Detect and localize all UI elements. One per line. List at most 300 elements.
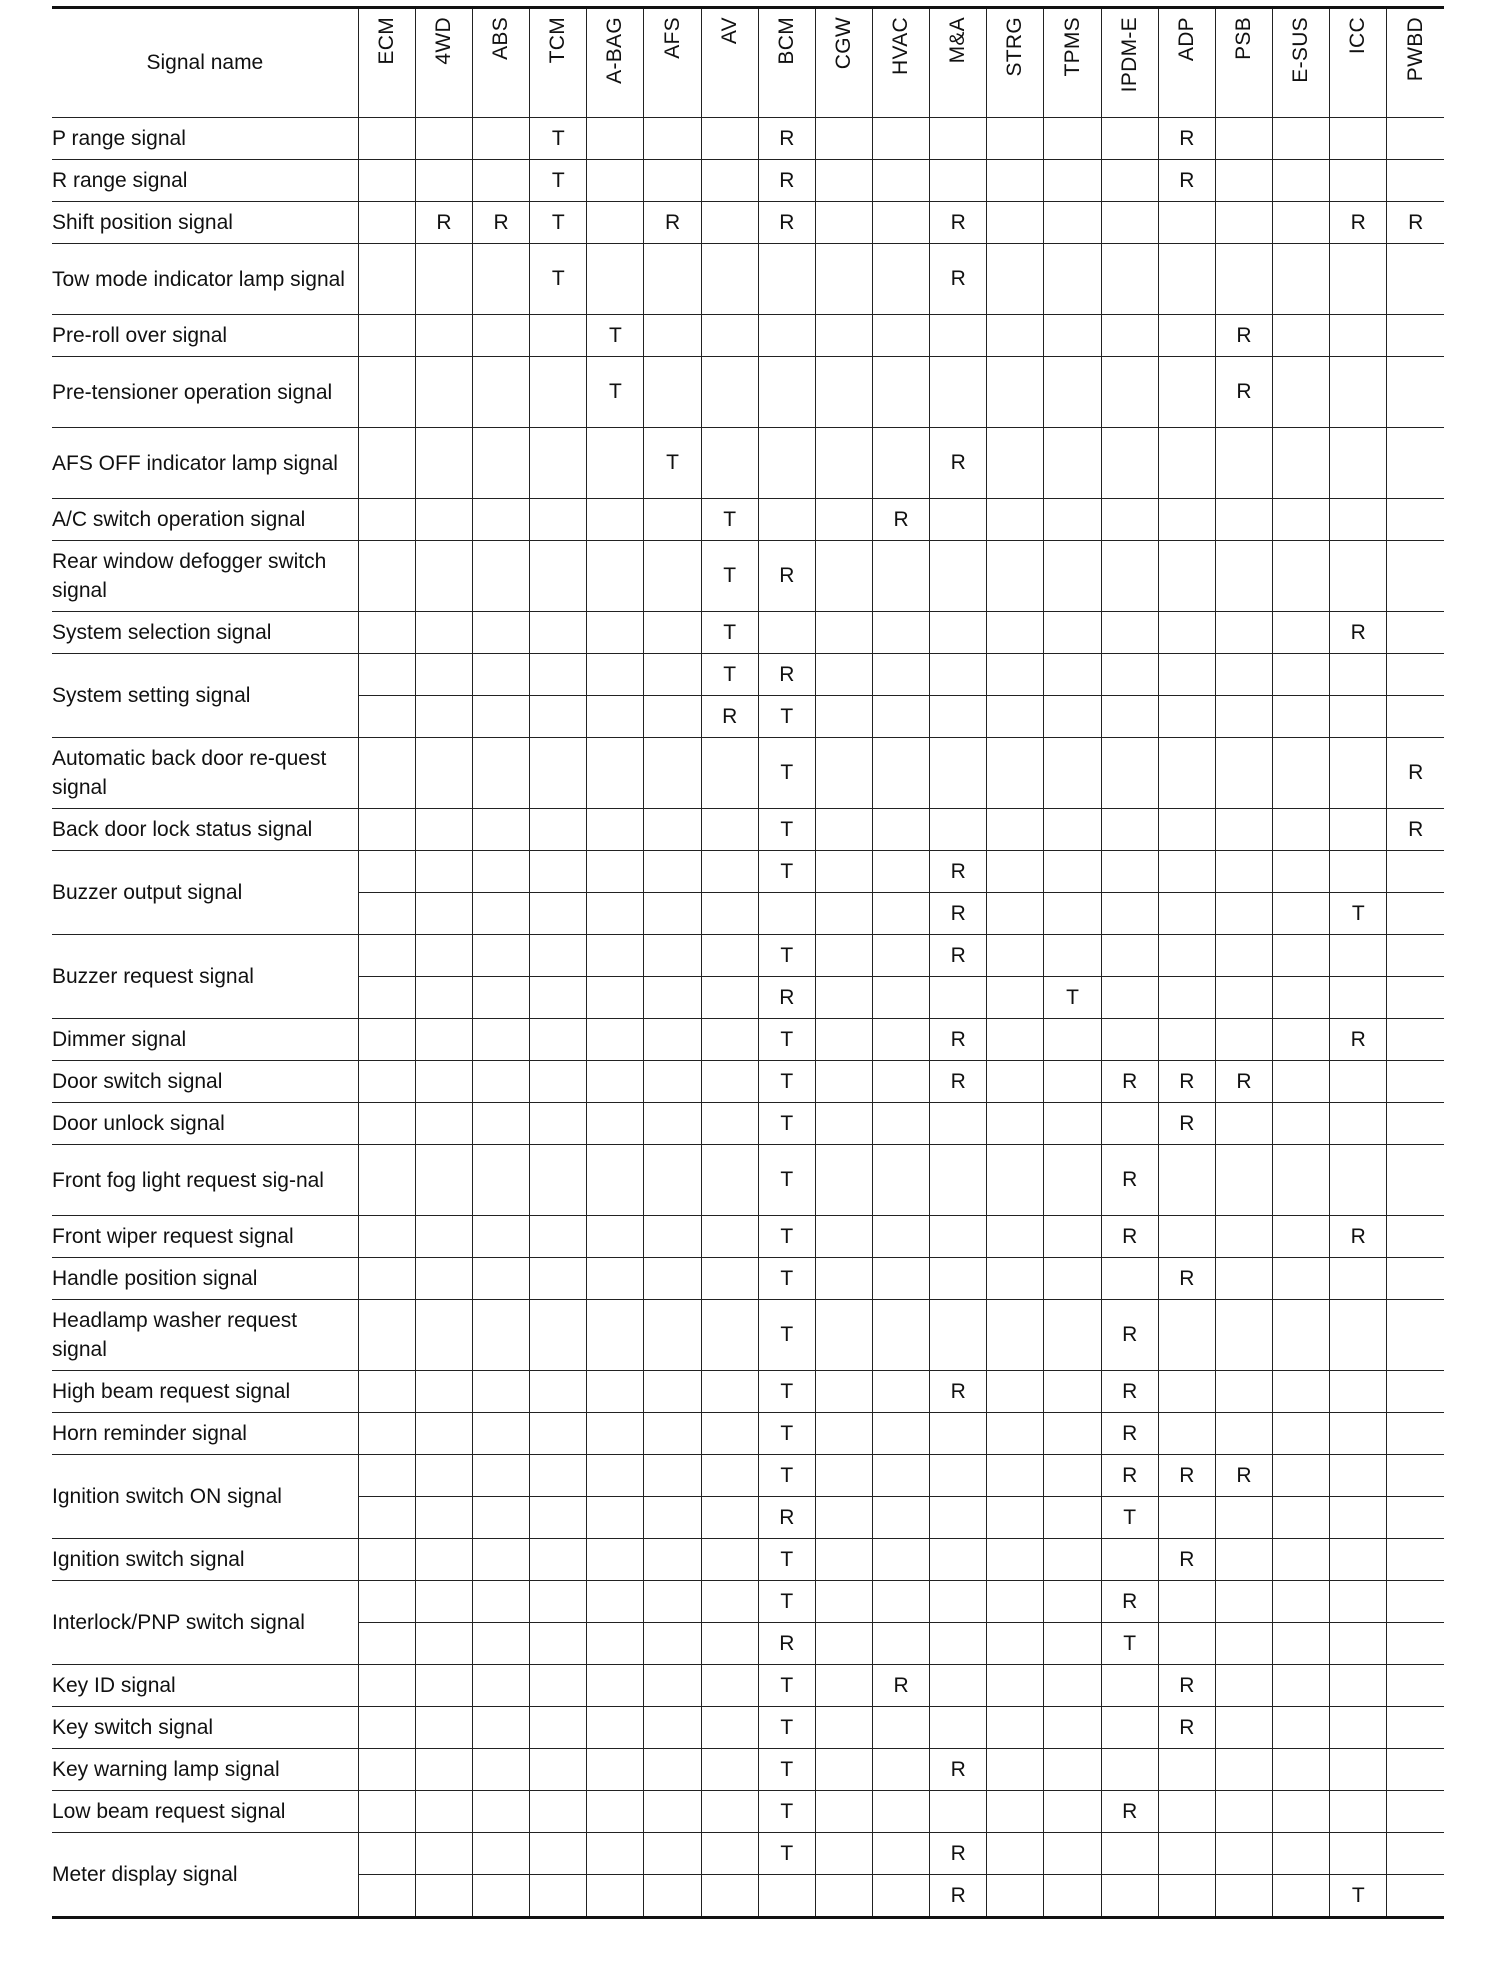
cell-ipdm-e: R: [1101, 1413, 1158, 1455]
cell-psb: [1215, 1145, 1272, 1216]
signal-name-cell: Buzzer output signal: [52, 851, 358, 935]
cell-strg: [987, 244, 1044, 315]
column-header-label: M&A: [946, 17, 970, 64]
cell-e-sus: [1273, 977, 1330, 1019]
cell-hvac: [873, 1623, 930, 1665]
cell-icc: [1330, 851, 1387, 893]
cell-pwbd: [1387, 1707, 1444, 1749]
cell-strg: [987, 1581, 1044, 1623]
cell-manda: [930, 1216, 987, 1258]
cell-strg: [987, 935, 1044, 977]
cell-adp: [1158, 1497, 1215, 1539]
cell-pwbd: [1387, 1258, 1444, 1300]
cell-hvac: [873, 1216, 930, 1258]
cell-a-bag: [587, 1875, 644, 1918]
table-row: [52, 1413, 1444, 1455]
cell-bcm: [758, 428, 815, 499]
cell-av: [701, 428, 758, 499]
cell-bcm: T: [758, 1300, 815, 1371]
cell-manda: [930, 160, 987, 202]
table-row: [52, 1371, 1444, 1413]
cell-psb: [1215, 1413, 1272, 1455]
cell-bcm: T: [758, 1216, 815, 1258]
cell-adp: R: [1158, 160, 1215, 202]
cell-bcm: R: [758, 202, 815, 244]
cell-ipdm-e: [1101, 696, 1158, 738]
column-header-label: CGW: [831, 17, 855, 70]
cell-afs: R: [644, 202, 701, 244]
cell-cgw: [815, 1707, 872, 1749]
cell-a-bag: [587, 1833, 644, 1875]
cell-tcm: [530, 1019, 587, 1061]
cell-hvac: [873, 851, 930, 893]
cell-a-bag: [587, 1258, 644, 1300]
cell-e-sus: [1273, 428, 1330, 499]
cell-strg: [987, 1061, 1044, 1103]
table-row: [52, 935, 1444, 977]
cell-pwbd: [1387, 935, 1444, 977]
cell-pwbd: [1387, 1061, 1444, 1103]
cell-manda: [930, 809, 987, 851]
cell-a-bag: [587, 202, 644, 244]
cell-psb: [1215, 1497, 1272, 1539]
cell-afs: [644, 1539, 701, 1581]
cell-a-bag: [587, 1455, 644, 1497]
table-row: [52, 1145, 1444, 1216]
cell-ipdm-e: [1101, 1665, 1158, 1707]
cell-icc: [1330, 244, 1387, 315]
cell-cgw: [815, 893, 872, 935]
cell-ipdm-e: [1101, 202, 1158, 244]
cell-ipdm-e: R: [1101, 1791, 1158, 1833]
cell-a-bag: [587, 893, 644, 935]
table-row: [52, 1455, 1444, 1497]
cell-av: T: [701, 654, 758, 696]
cell-a-bag: T: [587, 315, 644, 357]
cell-icc: [1330, 1061, 1387, 1103]
cell-a-bag: [587, 1216, 644, 1258]
cell-e-sus: [1273, 315, 1330, 357]
cell-tcm: [530, 428, 587, 499]
cell-adp: R: [1158, 1455, 1215, 1497]
cell-tpms: [1044, 1581, 1101, 1623]
cell-adp: [1158, 612, 1215, 654]
cell-icc: R: [1330, 1216, 1387, 1258]
column-header-label: A-BAG: [603, 17, 627, 84]
table-row: [52, 1539, 1444, 1581]
cell-tcm: [530, 541, 587, 612]
cell-pwbd: [1387, 1103, 1444, 1145]
cell-tcm: [530, 612, 587, 654]
cell-hvac: R: [873, 499, 930, 541]
signal-name-cell: Door switch signal: [52, 1061, 358, 1103]
cell-cgw: [815, 1875, 872, 1918]
cell-icc: [1330, 541, 1387, 612]
table-row: [52, 1258, 1444, 1300]
cell-pwbd: R: [1387, 202, 1444, 244]
cell-4wd: [415, 1145, 472, 1216]
cell-abs: [473, 738, 530, 809]
cell-tcm: T: [530, 160, 587, 202]
column-header-label: ICC: [1346, 17, 1370, 55]
cell-strg: [987, 1791, 1044, 1833]
cell-tpms: [1044, 935, 1101, 977]
cell-manda: R: [930, 202, 987, 244]
cell-ecm: [358, 160, 415, 202]
cell-manda: [930, 1623, 987, 1665]
cell-adp: [1158, 1623, 1215, 1665]
cell-afs: [644, 977, 701, 1019]
cell-e-sus: [1273, 696, 1330, 738]
signal-name-cell: Key ID signal: [52, 1665, 358, 1707]
cell-av: R: [701, 696, 758, 738]
cell-manda: [930, 1258, 987, 1300]
column-header-label: AV: [717, 17, 741, 45]
table-row: [52, 357, 1444, 428]
cell-adp: [1158, 851, 1215, 893]
cell-psb: [1215, 809, 1272, 851]
cell-av: [701, 1455, 758, 1497]
cell-cgw: [815, 1258, 872, 1300]
cell-pwbd: [1387, 1539, 1444, 1581]
cell-av: T: [701, 541, 758, 612]
cell-av: [701, 1539, 758, 1581]
cell-manda: [930, 1581, 987, 1623]
cell-pwbd: [1387, 696, 1444, 738]
cell-ecm: [358, 118, 415, 160]
cell-ecm: [358, 696, 415, 738]
cell-cgw: [815, 977, 872, 1019]
cell-psb: [1215, 851, 1272, 893]
table-row: [52, 809, 1444, 851]
cell-e-sus: [1273, 1258, 1330, 1300]
cell-afs: T: [644, 428, 701, 499]
cell-abs: [473, 893, 530, 935]
cell-tcm: [530, 1749, 587, 1791]
cell-pwbd: [1387, 1581, 1444, 1623]
cell-manda: [930, 1413, 987, 1455]
cell-av: [701, 1061, 758, 1103]
signal-name-cell: Key warning lamp signal: [52, 1749, 358, 1791]
cell-ecm: [358, 1019, 415, 1061]
cell-pwbd: [1387, 654, 1444, 696]
cell-abs: [473, 541, 530, 612]
cell-psb: [1215, 738, 1272, 809]
cell-abs: [473, 428, 530, 499]
cell-adp: [1158, 1875, 1215, 1918]
cell-e-sus: [1273, 1413, 1330, 1455]
cell-ecm: [358, 1875, 415, 1918]
signal-name-cell: Front fog light request sig-nal: [52, 1145, 358, 1216]
cell-ecm: [358, 809, 415, 851]
cell-afs: [644, 1665, 701, 1707]
cell-psb: [1215, 935, 1272, 977]
cell-psb: [1215, 244, 1272, 315]
cell-manda: [930, 1665, 987, 1707]
cell-cgw: [815, 1413, 872, 1455]
cell-cgw: [815, 1539, 872, 1581]
cell-ecm: [358, 1791, 415, 1833]
cell-adp: R: [1158, 1707, 1215, 1749]
cell-ipdm-e: R: [1101, 1581, 1158, 1623]
signal-name-cell: Front wiper request signal: [52, 1216, 358, 1258]
cell-tpms: T: [1044, 977, 1101, 1019]
cell-e-sus: [1273, 202, 1330, 244]
cell-psb: [1215, 1103, 1272, 1145]
cell-tcm: T: [530, 118, 587, 160]
cell-bcm: T: [758, 696, 815, 738]
cell-hvac: [873, 612, 930, 654]
signal-table: [52, 6, 1444, 1919]
cell-afs: [644, 1145, 701, 1216]
cell-abs: [473, 1103, 530, 1145]
column-header-e-sus: [1273, 8, 1330, 118]
cell-psb: [1215, 612, 1272, 654]
signal-name-cell: System setting signal: [52, 654, 358, 738]
cell-ipdm-e: [1101, 612, 1158, 654]
cell-pwbd: [1387, 1497, 1444, 1539]
cell-4wd: [415, 357, 472, 428]
cell-4wd: [415, 654, 472, 696]
cell-adp: [1158, 809, 1215, 851]
cell-pwbd: [1387, 612, 1444, 654]
cell-hvac: [873, 1103, 930, 1145]
cell-ecm: [358, 893, 415, 935]
cell-afs: [644, 1371, 701, 1413]
cell-bcm: T: [758, 1413, 815, 1455]
cell-tcm: [530, 1623, 587, 1665]
cell-tcm: [530, 1103, 587, 1145]
cell-icc: [1330, 1581, 1387, 1623]
cell-bcm: T: [758, 809, 815, 851]
table-row: [52, 1300, 1444, 1371]
cell-pwbd: [1387, 1216, 1444, 1258]
cell-afs: [644, 738, 701, 809]
cell-hvac: [873, 1497, 930, 1539]
signal-name-cell: Back door lock status signal: [52, 809, 358, 851]
cell-bcm: [758, 499, 815, 541]
cell-strg: [987, 202, 1044, 244]
cell-e-sus: [1273, 935, 1330, 977]
cell-psb: [1215, 1539, 1272, 1581]
cell-ipdm-e: [1101, 244, 1158, 315]
cell-abs: [473, 1455, 530, 1497]
cell-av: [701, 851, 758, 893]
cell-ecm: [358, 202, 415, 244]
table-row: [52, 160, 1444, 202]
cell-e-sus: [1273, 1145, 1330, 1216]
cell-tpms: [1044, 1145, 1101, 1216]
cell-icc: [1330, 1791, 1387, 1833]
cell-ecm: [358, 1061, 415, 1103]
cell-ipdm-e: R: [1101, 1300, 1158, 1371]
cell-strg: [987, 1371, 1044, 1413]
cell-manda: [930, 357, 987, 428]
cell-strg: [987, 1497, 1044, 1539]
cell-tpms: [1044, 1455, 1101, 1497]
cell-tpms: [1044, 541, 1101, 612]
cell-a-bag: [587, 244, 644, 315]
cell-hvac: [873, 1749, 930, 1791]
cell-ipdm-e: [1101, 935, 1158, 977]
column-header-a-bag: [587, 8, 644, 118]
cell-e-sus: [1273, 654, 1330, 696]
cell-4wd: [415, 499, 472, 541]
cell-e-sus: [1273, 851, 1330, 893]
cell-psb: [1215, 499, 1272, 541]
cell-pwbd: [1387, 1300, 1444, 1371]
cell-4wd: [415, 696, 472, 738]
cell-psb: [1215, 1707, 1272, 1749]
cell-bcm: T: [758, 738, 815, 809]
cell-tpms: [1044, 654, 1101, 696]
cell-psb: [1215, 1581, 1272, 1623]
cell-tpms: [1044, 1216, 1101, 1258]
column-header-ecm: [358, 8, 415, 118]
cell-tcm: [530, 1258, 587, 1300]
cell-4wd: [415, 893, 472, 935]
cell-afs: [644, 1413, 701, 1455]
cell-e-sus: [1273, 738, 1330, 809]
cell-hvac: [873, 315, 930, 357]
cell-e-sus: [1273, 1623, 1330, 1665]
cell-cgw: [815, 809, 872, 851]
cell-ipdm-e: [1101, 1833, 1158, 1875]
cell-cgw: [815, 935, 872, 977]
cell-icc: [1330, 1707, 1387, 1749]
table-row: [52, 612, 1444, 654]
cell-manda: R: [930, 1875, 987, 1918]
cell-pwbd: [1387, 428, 1444, 499]
table-row: [52, 851, 1444, 893]
cell-icc: [1330, 315, 1387, 357]
cell-av: [701, 315, 758, 357]
cell-adp: [1158, 357, 1215, 428]
cell-manda: [930, 1497, 987, 1539]
cell-tpms: [1044, 1707, 1101, 1749]
cell-pwbd: [1387, 893, 1444, 935]
cell-tpms: [1044, 1497, 1101, 1539]
cell-psb: [1215, 1833, 1272, 1875]
cell-4wd: [415, 1749, 472, 1791]
cell-pwbd: [1387, 1145, 1444, 1216]
cell-abs: [473, 244, 530, 315]
cell-psb: [1215, 1371, 1272, 1413]
cell-cgw: [815, 357, 872, 428]
cell-4wd: [415, 1791, 472, 1833]
cell-cgw: [815, 499, 872, 541]
cell-tcm: [530, 654, 587, 696]
cell-4wd: [415, 1623, 472, 1665]
cell-icc: [1330, 357, 1387, 428]
table-row: [52, 1019, 1444, 1061]
column-header-bcm: [758, 8, 815, 118]
cell-bcm: T: [758, 1145, 815, 1216]
cell-ecm: [358, 1539, 415, 1581]
cell-adp: [1158, 696, 1215, 738]
cell-hvac: [873, 1539, 930, 1581]
cell-cgw: [815, 1497, 872, 1539]
cell-manda: R: [930, 935, 987, 977]
cell-ecm: [358, 977, 415, 1019]
cell-adp: [1158, 1833, 1215, 1875]
cell-abs: [473, 499, 530, 541]
cell-psb: [1215, 1258, 1272, 1300]
cell-abs: [473, 1216, 530, 1258]
cell-bcm: T: [758, 1833, 815, 1875]
cell-manda: [930, 977, 987, 1019]
cell-e-sus: [1273, 1300, 1330, 1371]
cell-e-sus: [1273, 1833, 1330, 1875]
cell-4wd: [415, 1019, 472, 1061]
cell-av: [701, 1019, 758, 1061]
cell-strg: [987, 1216, 1044, 1258]
signal-name-cell: Ignition switch ON signal: [52, 1455, 358, 1539]
cell-bcm: R: [758, 160, 815, 202]
column-header-4wd: [415, 8, 472, 118]
cell-e-sus: [1273, 499, 1330, 541]
cell-icc: [1330, 977, 1387, 1019]
cell-abs: [473, 1371, 530, 1413]
cell-afs: [644, 893, 701, 935]
cell-strg: [987, 428, 1044, 499]
cell-ecm: [358, 654, 415, 696]
cell-tcm: [530, 1665, 587, 1707]
cell-a-bag: [587, 160, 644, 202]
cell-afs: [644, 1833, 701, 1875]
cell-psb: [1215, 1875, 1272, 1918]
cell-ipdm-e: [1101, 738, 1158, 809]
cell-tpms: [1044, 118, 1101, 160]
cell-psb: [1215, 654, 1272, 696]
column-header-afs: [644, 8, 701, 118]
cell-ecm: [358, 1707, 415, 1749]
cell-ecm: [358, 244, 415, 315]
cell-4wd: [415, 1371, 472, 1413]
table-row: [52, 654, 1444, 696]
cell-strg: [987, 654, 1044, 696]
signal-name-cell: AFS OFF indicator lamp signal: [52, 428, 358, 499]
cell-ecm: [358, 1455, 415, 1497]
table-row: [52, 428, 1444, 499]
cell-tpms: [1044, 893, 1101, 935]
cell-tpms: [1044, 1875, 1101, 1918]
cell-e-sus: [1273, 1707, 1330, 1749]
cell-a-bag: [587, 1371, 644, 1413]
cell-ipdm-e: [1101, 977, 1158, 1019]
cell-strg: [987, 1300, 1044, 1371]
cell-abs: [473, 1258, 530, 1300]
cell-icc: [1330, 696, 1387, 738]
cell-strg: [987, 1103, 1044, 1145]
cell-4wd: [415, 1455, 472, 1497]
cell-ipdm-e: T: [1101, 1623, 1158, 1665]
cell-tpms: [1044, 1749, 1101, 1791]
cell-ipdm-e: [1101, 1258, 1158, 1300]
cell-hvac: [873, 1875, 930, 1918]
cell-e-sus: [1273, 1665, 1330, 1707]
signal-name-cell: Automatic back door re-quest signal: [52, 738, 358, 809]
signal-name-cell: Handle position signal: [52, 1258, 358, 1300]
cell-manda: [930, 654, 987, 696]
cell-pwbd: [1387, 1623, 1444, 1665]
cell-av: [701, 1103, 758, 1145]
cell-hvac: [873, 244, 930, 315]
cell-tcm: [530, 696, 587, 738]
cell-av: [701, 1623, 758, 1665]
cell-tpms: [1044, 315, 1101, 357]
table-row: [52, 1749, 1444, 1791]
